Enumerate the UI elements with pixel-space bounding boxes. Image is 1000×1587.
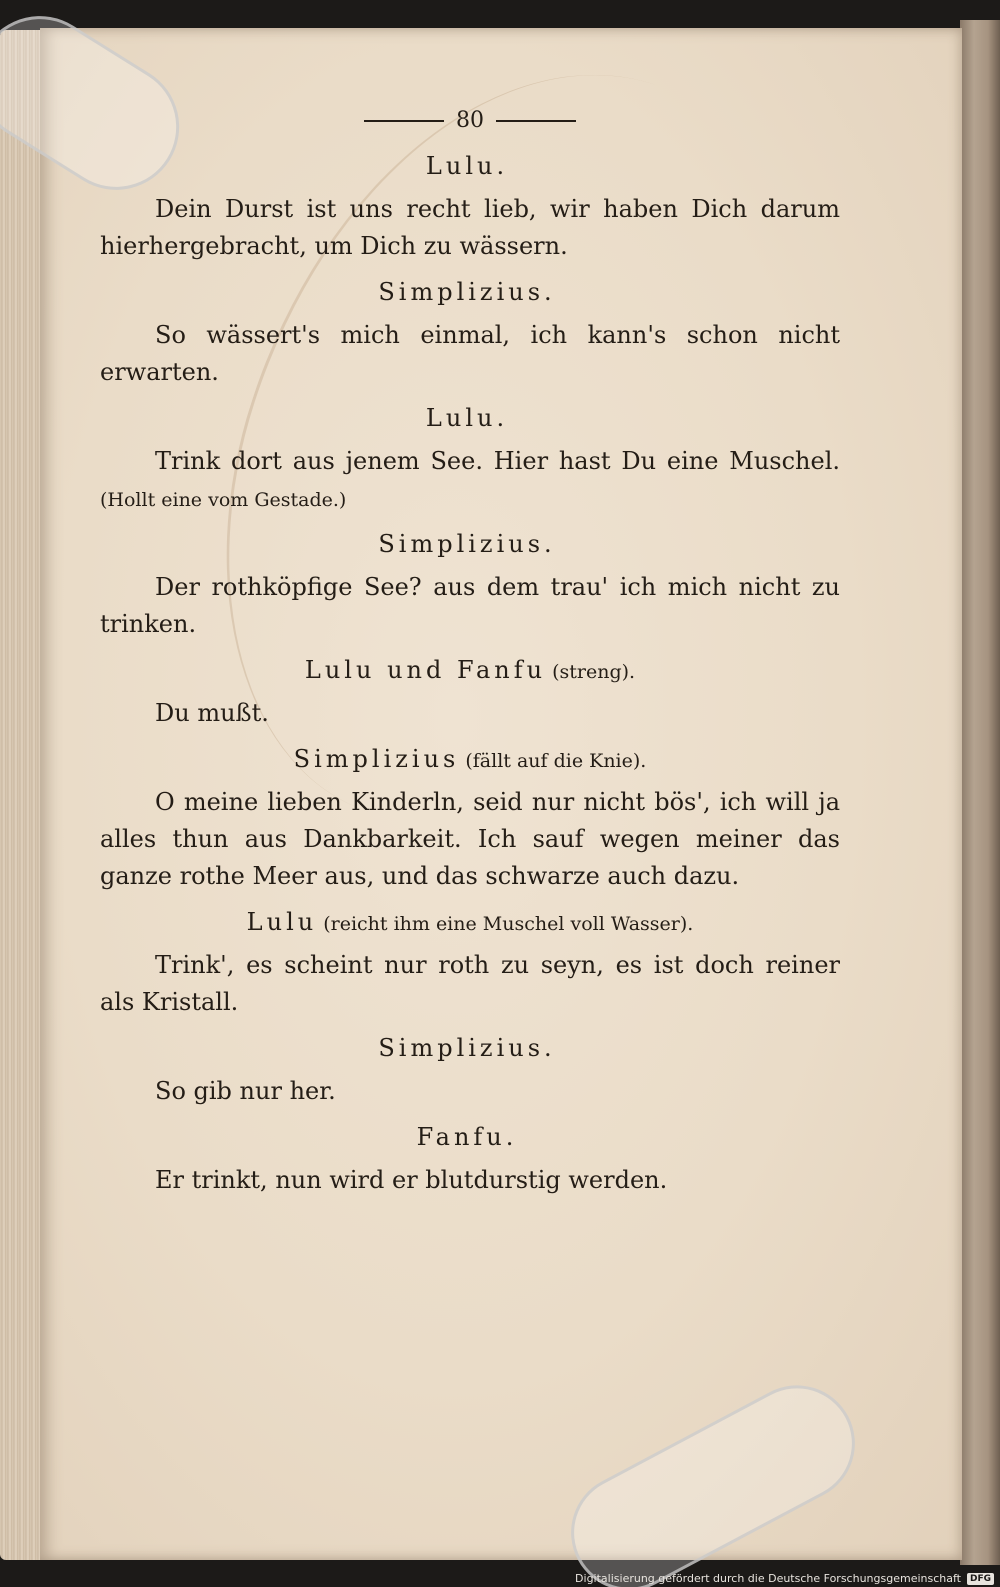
speech-line: So wässert's mich einmal, ich kann's schon nicht erwarten.: [100, 321, 840, 386]
dialogue-block: [100, 275, 840, 393]
dialogue-block: [100, 653, 840, 734]
dialogue-block: [100, 742, 840, 897]
header-rule-left: [364, 120, 444, 122]
speech-line: Er trinkt, nun wird er blutdurstig werden.: [155, 1166, 668, 1194]
speaker-name: Simplizius (fällt auf die Knie).: [293, 745, 647, 773]
stage-direction: (Hollt eine vom Gestade.): [100, 489, 347, 511]
speaker-name: Lulu und Fanfu (streng).: [304, 656, 636, 684]
speech-line: Dein Durst ist uns recht lieb, wir haben Dich darum hierhergebracht, um Dich zu wässern.: [100, 195, 840, 260]
speech-line: Du mußt.: [155, 699, 269, 727]
speech-line: Trink', es scheint nur roth zu seyn, es ist doch reiner als Kristall.: [100, 951, 840, 1016]
dialogue-block: [100, 149, 840, 267]
stage-direction: (reicht ihm eine Muschel voll Wasser).: [323, 913, 694, 935]
dialogue-block: [100, 401, 840, 519]
page-number-header: [100, 108, 840, 133]
speaker-name: Simplizius.: [378, 530, 556, 558]
dialogue-block: [100, 905, 840, 1023]
speaker-name: Simplizius.: [378, 278, 556, 306]
dialogue-block: [100, 527, 840, 645]
speaker-name: Fanfu.: [416, 1123, 518, 1151]
cover-edge: [960, 20, 1000, 1565]
stage-direction: (streng).: [552, 661, 636, 683]
page-number: 80: [456, 108, 484, 133]
credit-text: Digitalisierung gefördert durch die Deutsche Forschungsgemeinschaft: [575, 1572, 961, 1585]
dfg-logo: DFG: [967, 1573, 994, 1585]
stage-direction: (fällt auf die Knie).: [465, 750, 647, 772]
dialogue-block: [100, 1031, 840, 1112]
page-text: [100, 108, 840, 1205]
dialogue-block: [100, 1120, 840, 1201]
speech-line: Der rothköpfige See? aus dem trau' ich mich nicht zu trinken.: [100, 573, 840, 638]
speaker-name: Lulu.: [425, 404, 509, 432]
speaker-name: Lulu (reicht ihm eine Muschel voll Wasser).: [246, 908, 694, 936]
header-rule-right: [496, 120, 576, 122]
speech-line: O meine lieben Kinderln, seid nur nicht bös', ich will ja alles thun aus Dankbarkeit. Ich sauf wegen meiner das ganze rothe Meer aus, und das schwarze auch dazu.: [100, 788, 840, 890]
speech-line: Trink dort aus jenem See. Hier hast Du eine Muschel. (Hollt eine vom Gestade.): [100, 447, 840, 511]
speaker-name: Lulu.: [425, 152, 509, 180]
digitization-credit: [575, 1572, 994, 1585]
speech-line: So gib nur her.: [155, 1077, 336, 1105]
speaker-name: Simplizius.: [378, 1034, 556, 1062]
